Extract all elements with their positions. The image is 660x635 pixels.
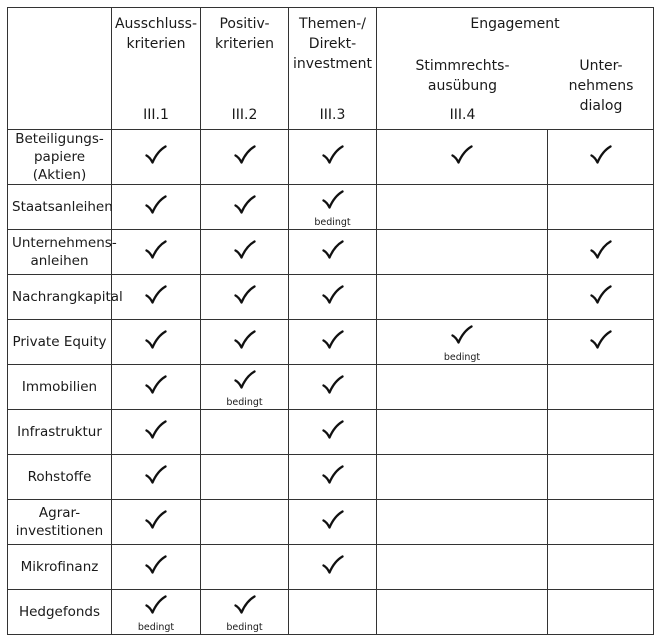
cell-stimmrechtsausuebung <box>377 410 548 455</box>
cell-unternehmensdialog <box>548 365 654 410</box>
row-label: Unternehmens- anleihen <box>8 230 112 275</box>
check-icon <box>590 145 612 165</box>
row-label: Infrastruktur <box>8 410 112 455</box>
row-label: Agrar- investitionen <box>8 500 112 545</box>
cell-positivkriterien <box>201 185 289 230</box>
cell-unternehmensdialog <box>548 410 654 455</box>
column-header-ausschlusskriterien <box>112 8 201 130</box>
table-row <box>8 365 654 410</box>
check-icon <box>145 195 167 215</box>
table-row <box>8 185 654 230</box>
cell-positivkriterien <box>201 455 289 500</box>
cell-positivkriterien <box>201 365 289 410</box>
cell-unternehmensdialog <box>548 230 654 275</box>
cell-unternehmensdialog <box>548 455 654 500</box>
cell-positivkriterien <box>201 275 289 320</box>
column-header-engagement <box>377 8 654 130</box>
cell-ausschlusskriterien <box>112 455 201 500</box>
table-row <box>8 230 654 275</box>
cell-stimmrechtsausuebung <box>377 320 548 365</box>
column-header-code: III.2 <box>231 107 258 123</box>
table-row <box>8 130 654 185</box>
table-row <box>8 590 654 635</box>
cell-themen-direktinvestment <box>289 590 377 635</box>
cell-ausschlusskriterien <box>112 590 201 635</box>
check-icon <box>322 190 344 210</box>
cell-positivkriterien <box>201 500 289 545</box>
cell-stimmrechtsausuebung <box>377 185 548 230</box>
check-icon <box>234 595 256 615</box>
header-row <box>8 8 654 130</box>
check-icon <box>234 240 256 260</box>
check-icon <box>145 595 167 615</box>
row-label: Staatsanleihen <box>8 185 112 230</box>
column-header-label: Themen-/ Direkt- investment <box>292 16 373 72</box>
cell-positivkriterien <box>201 230 289 275</box>
cell-ausschlusskriterien <box>112 410 201 455</box>
table-row <box>8 545 654 590</box>
cell-stimmrechtsausuebung <box>377 500 548 545</box>
cell-unternehmensdialog <box>548 500 654 545</box>
check-icon <box>234 370 256 390</box>
table-row <box>8 500 654 545</box>
cell-themen-direktinvestment <box>289 275 377 320</box>
cell-stimmrechtsausuebung <box>377 365 548 410</box>
cell-themen-direktinvestment <box>289 230 377 275</box>
row-label: Nachrangkapital <box>8 275 112 320</box>
cell-themen-direktinvestment <box>289 545 377 590</box>
check-icon <box>145 285 167 305</box>
cell-stimmrechtsausuebung <box>377 545 548 590</box>
check-icon <box>234 285 256 305</box>
check-icon <box>590 285 612 305</box>
cell-positivkriterien <box>201 320 289 365</box>
check-icon <box>322 285 344 305</box>
check-icon <box>145 240 167 260</box>
check-icon <box>145 330 167 350</box>
check-icon <box>322 375 344 395</box>
check-icon <box>322 420 344 440</box>
column-header-code: III.4 <box>449 107 476 123</box>
cell-positivkriterien <box>201 130 289 185</box>
check-icon <box>322 240 344 260</box>
table-row <box>8 410 654 455</box>
column-header-label: Ausschluss- kriterien <box>114 16 197 52</box>
column-header-unternehmensdialog: Unter- nehmens dialog <box>568 58 634 114</box>
check-icon <box>234 330 256 350</box>
cell-stimmrechtsausuebung <box>377 275 548 320</box>
check-icon <box>451 325 473 345</box>
cell-themen-direktinvestment <box>289 365 377 410</box>
condition-label: bedingt <box>314 217 351 228</box>
column-header-positivkriterien <box>201 8 289 130</box>
check-icon <box>590 330 612 350</box>
cell-positivkriterien <box>201 590 289 635</box>
cell-stimmrechtsausuebung <box>377 230 548 275</box>
column-header-themen-direktinvestment <box>289 8 377 130</box>
row-label: Rohstoffe <box>8 455 112 500</box>
cell-stimmrechtsausuebung <box>377 590 548 635</box>
cell-ausschlusskriterien <box>112 365 201 410</box>
column-header-label: Positiv- kriterien <box>215 16 274 52</box>
check-icon <box>322 510 344 530</box>
cell-unternehmensdialog <box>548 320 654 365</box>
cell-themen-direktinvestment <box>289 320 377 365</box>
check-icon <box>322 465 344 485</box>
cell-ausschlusskriterien <box>112 320 201 365</box>
cell-themen-direktinvestment <box>289 500 377 545</box>
cell-positivkriterien <box>201 545 289 590</box>
cell-stimmrechtsausuebung <box>377 130 548 185</box>
table-row <box>8 320 654 365</box>
check-icon <box>145 465 167 485</box>
cell-unternehmensdialog <box>548 590 654 635</box>
check-icon <box>590 240 612 260</box>
check-icon <box>145 145 167 165</box>
row-label: Immobilien <box>8 365 112 410</box>
table-row <box>8 275 654 320</box>
criteria-matrix <box>7 7 654 635</box>
cell-ausschlusskriterien <box>112 500 201 545</box>
row-label: Private Equity <box>8 320 112 365</box>
check-icon <box>322 330 344 350</box>
condition-label: bedingt <box>226 622 263 633</box>
row-label: Mikrofinanz <box>8 545 112 590</box>
check-icon <box>322 555 344 575</box>
check-icon <box>145 555 167 575</box>
table-row <box>8 455 654 500</box>
condition-label: bedingt <box>226 397 263 408</box>
cell-positivkriterien <box>201 410 289 455</box>
engagement-title: Engagement <box>470 16 560 32</box>
cell-stimmrechtsausuebung <box>377 455 548 500</box>
row-label: Beteiligungs- papiere (Aktien) <box>8 130 112 185</box>
column-header-stimmrechtsausuebung: Stimmrechts- ausübung <box>415 58 510 94</box>
cell-ausschlusskriterien <box>112 230 201 275</box>
check-icon <box>322 145 344 165</box>
cell-themen-direktinvestment <box>289 455 377 500</box>
cell-themen-direktinvestment <box>289 410 377 455</box>
check-icon <box>145 510 167 530</box>
check-icon <box>145 420 167 440</box>
cell-themen-direktinvestment <box>289 130 377 185</box>
cell-themen-direktinvestment <box>289 185 377 230</box>
cell-ausschlusskriterien <box>112 545 201 590</box>
column-header-code: III.1 <box>143 107 169 123</box>
cell-ausschlusskriterien <box>112 130 201 185</box>
cell-unternehmensdialog <box>548 545 654 590</box>
column-header-code: III.3 <box>319 107 346 123</box>
cell-unternehmensdialog <box>548 275 654 320</box>
check-icon <box>234 195 256 215</box>
cell-ausschlusskriterien <box>112 185 201 230</box>
row-label: Hedgefonds <box>8 590 112 635</box>
corner-cell <box>8 8 112 130</box>
check-icon <box>145 375 167 395</box>
cell-ausschlusskriterien <box>112 275 201 320</box>
condition-label: bedingt <box>443 352 481 363</box>
condition-label: bedingt <box>137 622 175 633</box>
cell-unternehmensdialog <box>548 130 654 185</box>
cell-unternehmensdialog <box>548 185 654 230</box>
check-icon <box>234 145 256 165</box>
check-icon <box>451 145 473 165</box>
